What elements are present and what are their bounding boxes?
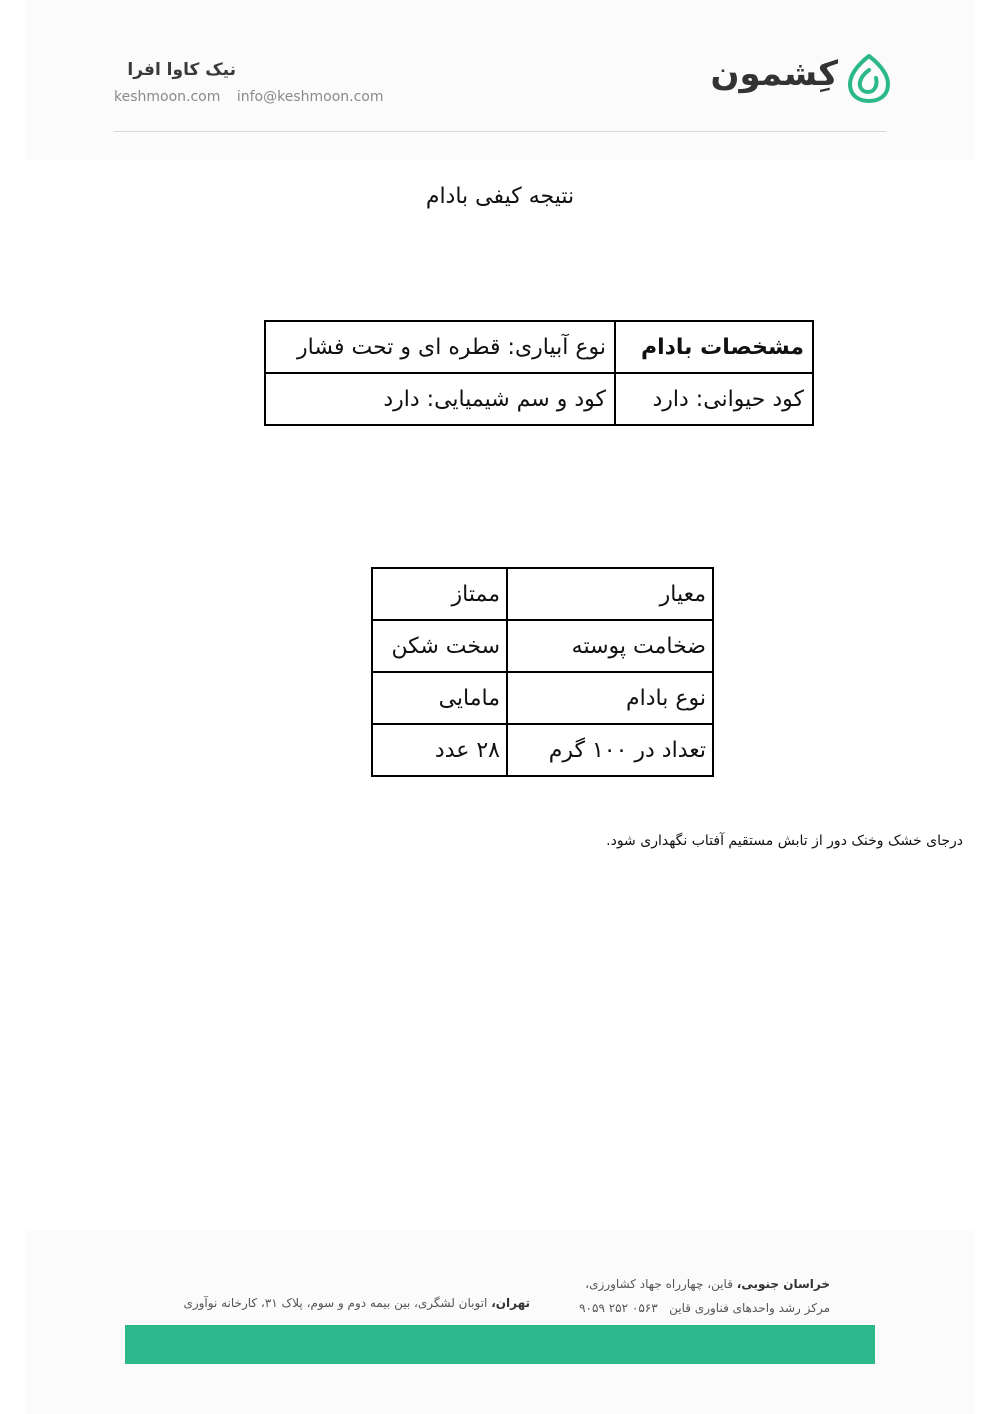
table-cell: ۲۸ عدد [372, 724, 507, 776]
south-address-line2 [560, 1296, 830, 1320]
footer-band [26, 1230, 974, 1414]
brand-logo-icon [846, 52, 892, 104]
table-cell: تعداد در ۱۰۰ گرم [507, 724, 713, 776]
tehran-address [160, 1296, 530, 1310]
table-row [265, 321, 813, 373]
table-cell: سخت شکن [372, 620, 507, 672]
south-address-line1 [560, 1272, 830, 1296]
table-row [372, 620, 713, 672]
quality-table [371, 567, 714, 777]
header-divider [114, 131, 886, 132]
almond-specs-table [264, 320, 814, 426]
phone-number: ۰۵۶۳ ۲۵۲ ۹۰۵۹ [579, 1301, 658, 1315]
footer-accent-bar [125, 1325, 875, 1364]
company-name: نیک کاوا افرا [127, 60, 236, 80]
table-cell: نوع بادام [507, 672, 713, 724]
table-row [372, 568, 713, 620]
tehran-label: تهران، [491, 1296, 530, 1310]
website-link[interactable]: keshmoon.com [114, 89, 221, 105]
table-cell: کود حیوانی: دارد [615, 373, 813, 425]
table-row [372, 724, 713, 776]
email-link[interactable]: info@keshmoon.com [236, 89, 384, 105]
document-title: نتیجه کیفی بادام [425, 184, 575, 209]
storage-note: درجای خشک وخنک دور از تابش مستقیم آفتاب نگهداری شود. [606, 833, 963, 849]
table-cell: مشخصات بادام [615, 321, 813, 373]
table-cell: نوع آبیاری: قطره ای و تحت فشار [265, 321, 615, 373]
table-cell: ممتاز [372, 568, 507, 620]
table-cell: کود و سم شیمیایی: دارد [265, 373, 615, 425]
table-cell: مامایی [372, 672, 507, 724]
south-address: قاین، چهارراه جهاد کشاورزی، [585, 1277, 737, 1291]
south-khorasan-address [560, 1272, 830, 1320]
contact-line [114, 89, 395, 105]
table-cell: ضخامت پوسته [507, 620, 713, 672]
brand-wordmark: کِشمون [710, 54, 838, 94]
south-label: خراسان جنوبی، [736, 1277, 830, 1291]
table-row [265, 373, 813, 425]
tehran-address-text: اتوبان لشگری، بین بیمه دوم و سوم، پلاک ۳۱، کارخانه نوآوری [183, 1296, 492, 1310]
table-row [372, 672, 713, 724]
south-address-line2-text: مرکز رشد واحدهای فناوری قاین [669, 1301, 830, 1315]
table-cell: معیار [507, 568, 713, 620]
